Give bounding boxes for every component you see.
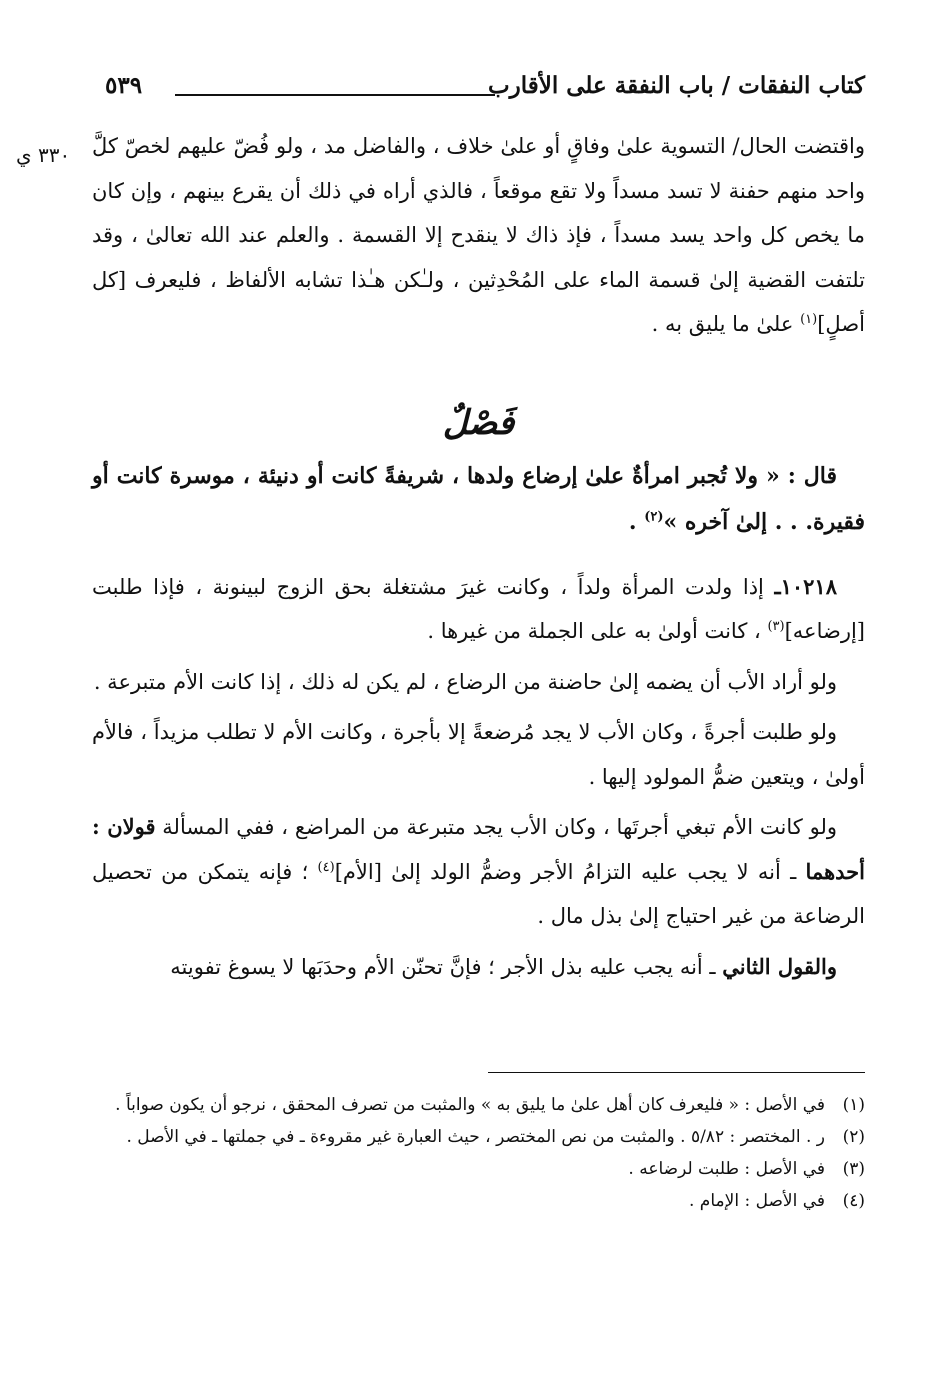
footnote-ref-2: (٢) xyxy=(644,509,664,525)
p1-text-a: إذا ولدت المرأة ولداً ، وكانت غيرَ مشتغلة بحق الزوج لبينونة ، فإذا طلبت [إرضاعه] xyxy=(92,574,865,643)
qala-text: قال : « ولا تُجبر امرأةٌ علىٰ إرضاع ولدها ، شريفةً كانت أو دنيئة ، موسرة كانت أو فقيرة. . . إلىٰ آخره » xyxy=(92,462,865,535)
qala-end: . xyxy=(628,508,645,535)
footnote-text: في الأصل : « فليعرف كان أهل علىٰ ما يليق به » والمثبت من تصرف المحقق ، نرجو أن يكون صواباً . xyxy=(115,1095,825,1115)
page-number: ٥٣٩ xyxy=(105,72,143,99)
paragraph-2: ولو أراد الأب أن يضمه إلىٰ حاضنة من الرضاع ، لم يكن له ذلك ، إذا كانت الأم متبرعة . xyxy=(93,669,837,694)
main-text xyxy=(92,124,865,989)
footnote-item xyxy=(92,1122,865,1152)
paragraph-3: ولو طلبت أجرةً ، وكان الأب لا يجد مُرضعةً إلا بأجرة ، وكانت الأم لا تطلب مزيداً ، فالأم أولىٰ ، ويتعين ضمُّ المولود إليها . xyxy=(92,720,865,789)
running-header xyxy=(105,72,865,112)
header-rule xyxy=(175,94,495,96)
footnote-item xyxy=(92,1090,865,1120)
footnote-item xyxy=(92,1154,865,1184)
paragraph-5 xyxy=(92,945,865,990)
margin-note: ٣٣٠ ي xyxy=(16,143,71,167)
footnotes xyxy=(92,1090,865,1218)
footnote-number: (١) xyxy=(842,1095,865,1115)
p4-text-a: ولو كانت الأم تبغي أجرتَها ، وكان الأب يجد متبرعة من المراضع ، ففي المسألة xyxy=(155,815,837,839)
qala-quote xyxy=(92,453,865,545)
p5-bold: والقول الثاني xyxy=(722,953,837,979)
opening-end: علىٰ ما يليق به . xyxy=(651,312,801,336)
footnote-text: في الأصل : طلبت لرضاعه . xyxy=(628,1159,825,1179)
opening-text: واقتضت الحال/ التسوية علىٰ وفاقٍ أو علىٰ خلاف ، والفاضل مد ، ولو فُضّ عليهم لخصّ كلَّ واحد منهم حفنة لا تسد مسداً ولا تقع موقعاً ، فالذي أراه في ذلك أن يقرع بينهم ، وإن كان ما يخص كل واحد يسد مسداً ، فإذ ذاك لا ينقدح إلا القسمة . والعلم عند الله تعالىٰ ، وقد تلتفت القضية إلىٰ قسمة الماء على المُحْدِثين ، ولـٰكن هـٰذا تشابه الألفاظ ، فليعرف [كل أصلٍ] xyxy=(92,134,865,336)
paragraph-1 xyxy=(92,565,865,654)
p4-bold: قولان : أحدهما xyxy=(92,814,865,884)
footnote-number: (٤) xyxy=(842,1191,865,1211)
section-heading-fasl: فَصْلٌ xyxy=(442,402,515,443)
header-title: كتاب النفقات / باب النفقة على الأقارب xyxy=(487,72,865,99)
opening-paragraph xyxy=(92,124,865,347)
p1-text-b: ، كانت أولىٰ به على الجملة من غيرها . xyxy=(427,619,768,643)
footnote-number: (٢) xyxy=(842,1127,865,1147)
p4-text-b: ـ أنه لا يجب عليه التزامُ الأجر وضمُّ الولد إلىٰ [الأم] xyxy=(334,859,806,884)
footnote-number: (٣) xyxy=(842,1159,865,1179)
p5-text: ـ أنه يجب عليه بذل الأجر ؛ فإنَّ تحنّن الأم وحدَبَها لا يسوغ تفويته xyxy=(170,954,723,979)
paragraph-4 xyxy=(92,805,865,939)
footnote-item xyxy=(92,1186,865,1216)
footnote-text: ر . المختصر : ٥/٨٢ . والمثبت من نص المختصر ، حيث العبارة غير مقروءة ـ في جملتها ـ في الأصل . xyxy=(126,1127,825,1147)
footnote-ref-4: (٤) xyxy=(317,859,335,875)
issue-number: ١٠٢١٨ـ xyxy=(774,573,837,599)
footnote-ref-3: (٣) xyxy=(767,619,785,634)
p4-text-c: ؛ فإنه يتمكن من تحصيل الرضاعة من غير احتياج إلىٰ بذل مال . xyxy=(92,859,865,928)
footnote-divider xyxy=(488,1072,865,1073)
footnote-text: في الأصل : الإمام . xyxy=(689,1191,825,1211)
footnote-ref-1: (١) xyxy=(800,312,818,327)
